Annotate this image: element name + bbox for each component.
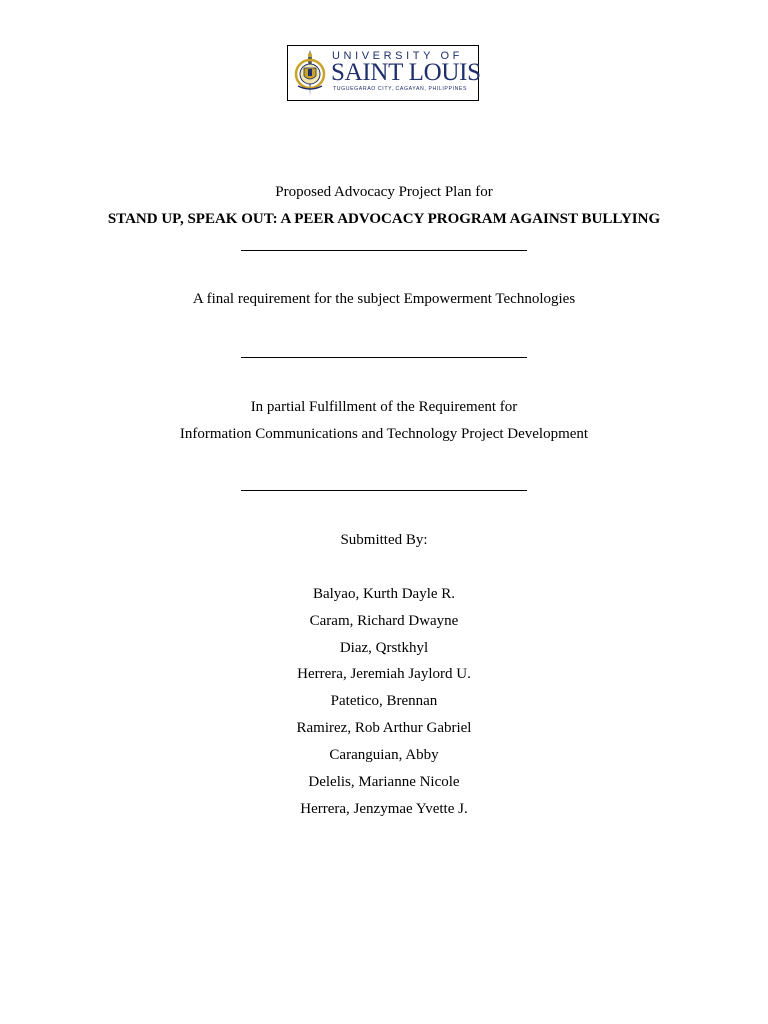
- fulfillment-line-1: In partial Fulfillment of the Requirement for: [250, 399, 518, 415]
- university-seal-icon: [290, 48, 330, 98]
- requirement-text: A final requirement for the subject Empowerment Technologies: [192, 291, 576, 307]
- logo-university-text: UNIVERSITY OF: [332, 50, 463, 62]
- member-name: Caranguian, Abby: [329, 747, 439, 763]
- member-name: Herrera, Jeremiah Jaylord U.: [297, 666, 471, 682]
- member-name: Caram, Richard Dwayne: [309, 613, 459, 629]
- divider-3: [241, 490, 527, 491]
- logo-location-text: TUGUEGARAO CITY, CAGAYAN, PHILIPPINES: [333, 86, 468, 92]
- member-name: Balyao, Kurth Dayle R.: [312, 586, 456, 602]
- divider-2: [241, 357, 527, 358]
- plan-intro: Proposed Advocacy Project Plan for: [275, 184, 493, 200]
- member-name: Diaz, Qrstkhyl: [339, 640, 429, 656]
- member-name: Herrera, Jenzymae Yvette J.: [300, 801, 468, 817]
- member-name: Patetico, Brennan: [330, 693, 438, 709]
- project-title: STAND UP, SPEAK OUT: A PEER ADVOCACY PROGRAM AGAINST BULLYING: [107, 211, 661, 227]
- member-name: Delelis, Marianne Nicole: [308, 774, 460, 790]
- divider-1: [241, 250, 527, 251]
- fulfillment-line-2: Information Communications and Technology Project Development: [179, 426, 589, 442]
- logo-name-text: SAINT LOUIS: [331, 59, 481, 86]
- submitted-by-label: Submitted By:: [340, 532, 428, 548]
- university-logo: [287, 45, 479, 101]
- member-name: Ramirez, Rob Arthur Gabriel: [296, 720, 472, 736]
